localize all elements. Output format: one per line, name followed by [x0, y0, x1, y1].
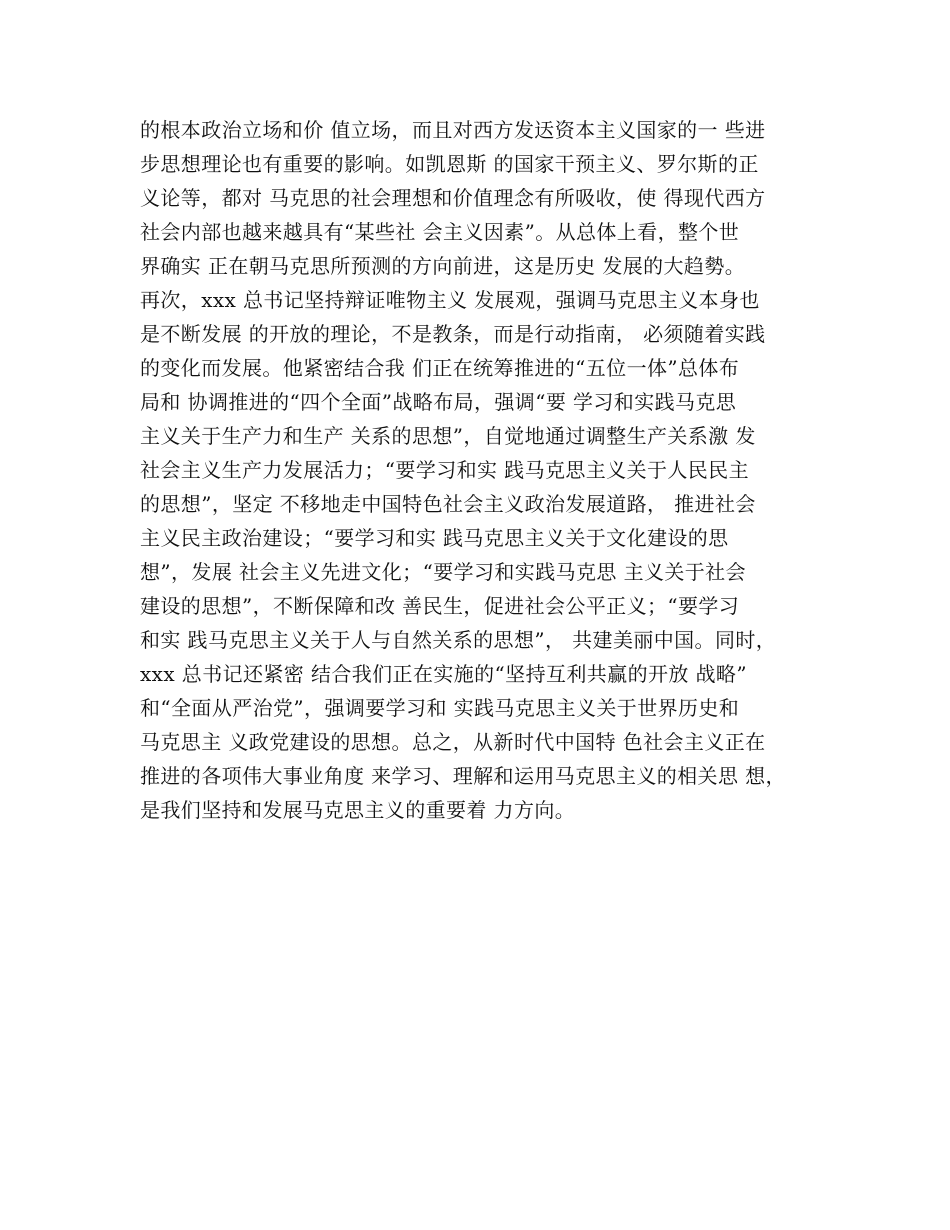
- text-line: 义论等，都对 马克思的社会理想和价值理念有所吸收，使 得现代西方: [140, 186, 766, 210]
- text-line: 是我们坚持和发展马克思主义的重要着 力方向。: [140, 798, 576, 822]
- text-line: 界确实 正在朝马克思所预测的方向前进，这是历史 发展的大趋勢。: [140, 254, 746, 278]
- text-line: 主义关于生产力和生产 关系的思想”，自觉地通过调整生产关系激 发: [140, 424, 756, 448]
- text-line: 是不断发展 的开放的理论，不是教条，而是行动指南， 必须随着实践: [140, 322, 766, 346]
- text-line: 的变化而发展。他紧密结合我 们正在统筹推进的“五位一体”总体布: [140, 356, 740, 380]
- text-line: 再次，xxx 总书记坚持辩证唯物主义 发展观，强调马克思主义本身也: [140, 288, 760, 312]
- text-line: 和“全面从严治党”，强调要学习和 实践马克思主义关于世界历史和: [140, 696, 740, 720]
- text-line: xxx 总书记还紧密 结合我们正在实施的“坚持互利共赢的开放 战略”: [140, 662, 747, 686]
- text-line: 的根本政治立场和价 值立场，而且对西方发迗资本主义国家的一 些进: [140, 118, 766, 142]
- text-line: 局和 协调推进的“四个全面”战略布局，强调“要 学习和实践马克思: [140, 390, 737, 414]
- text-line: 想”，发展 社会主义先进文化；“要学习和实践马克思 主义关于社会: [140, 560, 746, 584]
- body-text: [140, 113, 840, 827]
- text-line: 社会内部也越来越具有“某些社 会主义因素”。从总体上看，整个世: [140, 220, 740, 244]
- text-line: 的思想”，坚定 不移地走中国特色社会主义政治发展道路， 推进社会: [140, 492, 756, 516]
- text-line: 步思想理论也有重要的影响。如凯恩斯 的国家干预主义、罗尔斯的正: [140, 152, 759, 176]
- text-line: 马克思主 义政党建设的思想。总之，从新时代中国特 色社会主义正在: [140, 730, 766, 754]
- text-line: 社会主义生产力发展活力；“要学习和实 践马克思主义关于人民民主: [140, 458, 749, 482]
- text-line: 主义民主政治建设；“要学习和实 践马克思主义关于文化建设的思: [140, 526, 729, 550]
- text-line: 推进的各项伟大事业角度 来学习、理解和运用马克思主义的相关思 想，: [140, 764, 786, 788]
- text-line: 和实 践马克思主义关于人与自然关系的思想”， 共建美丽中国。同时，: [140, 628, 777, 652]
- text-line: 建设的思想”，不断保障和改 善民生，促进社会公平正义；“要学习: [140, 594, 740, 618]
